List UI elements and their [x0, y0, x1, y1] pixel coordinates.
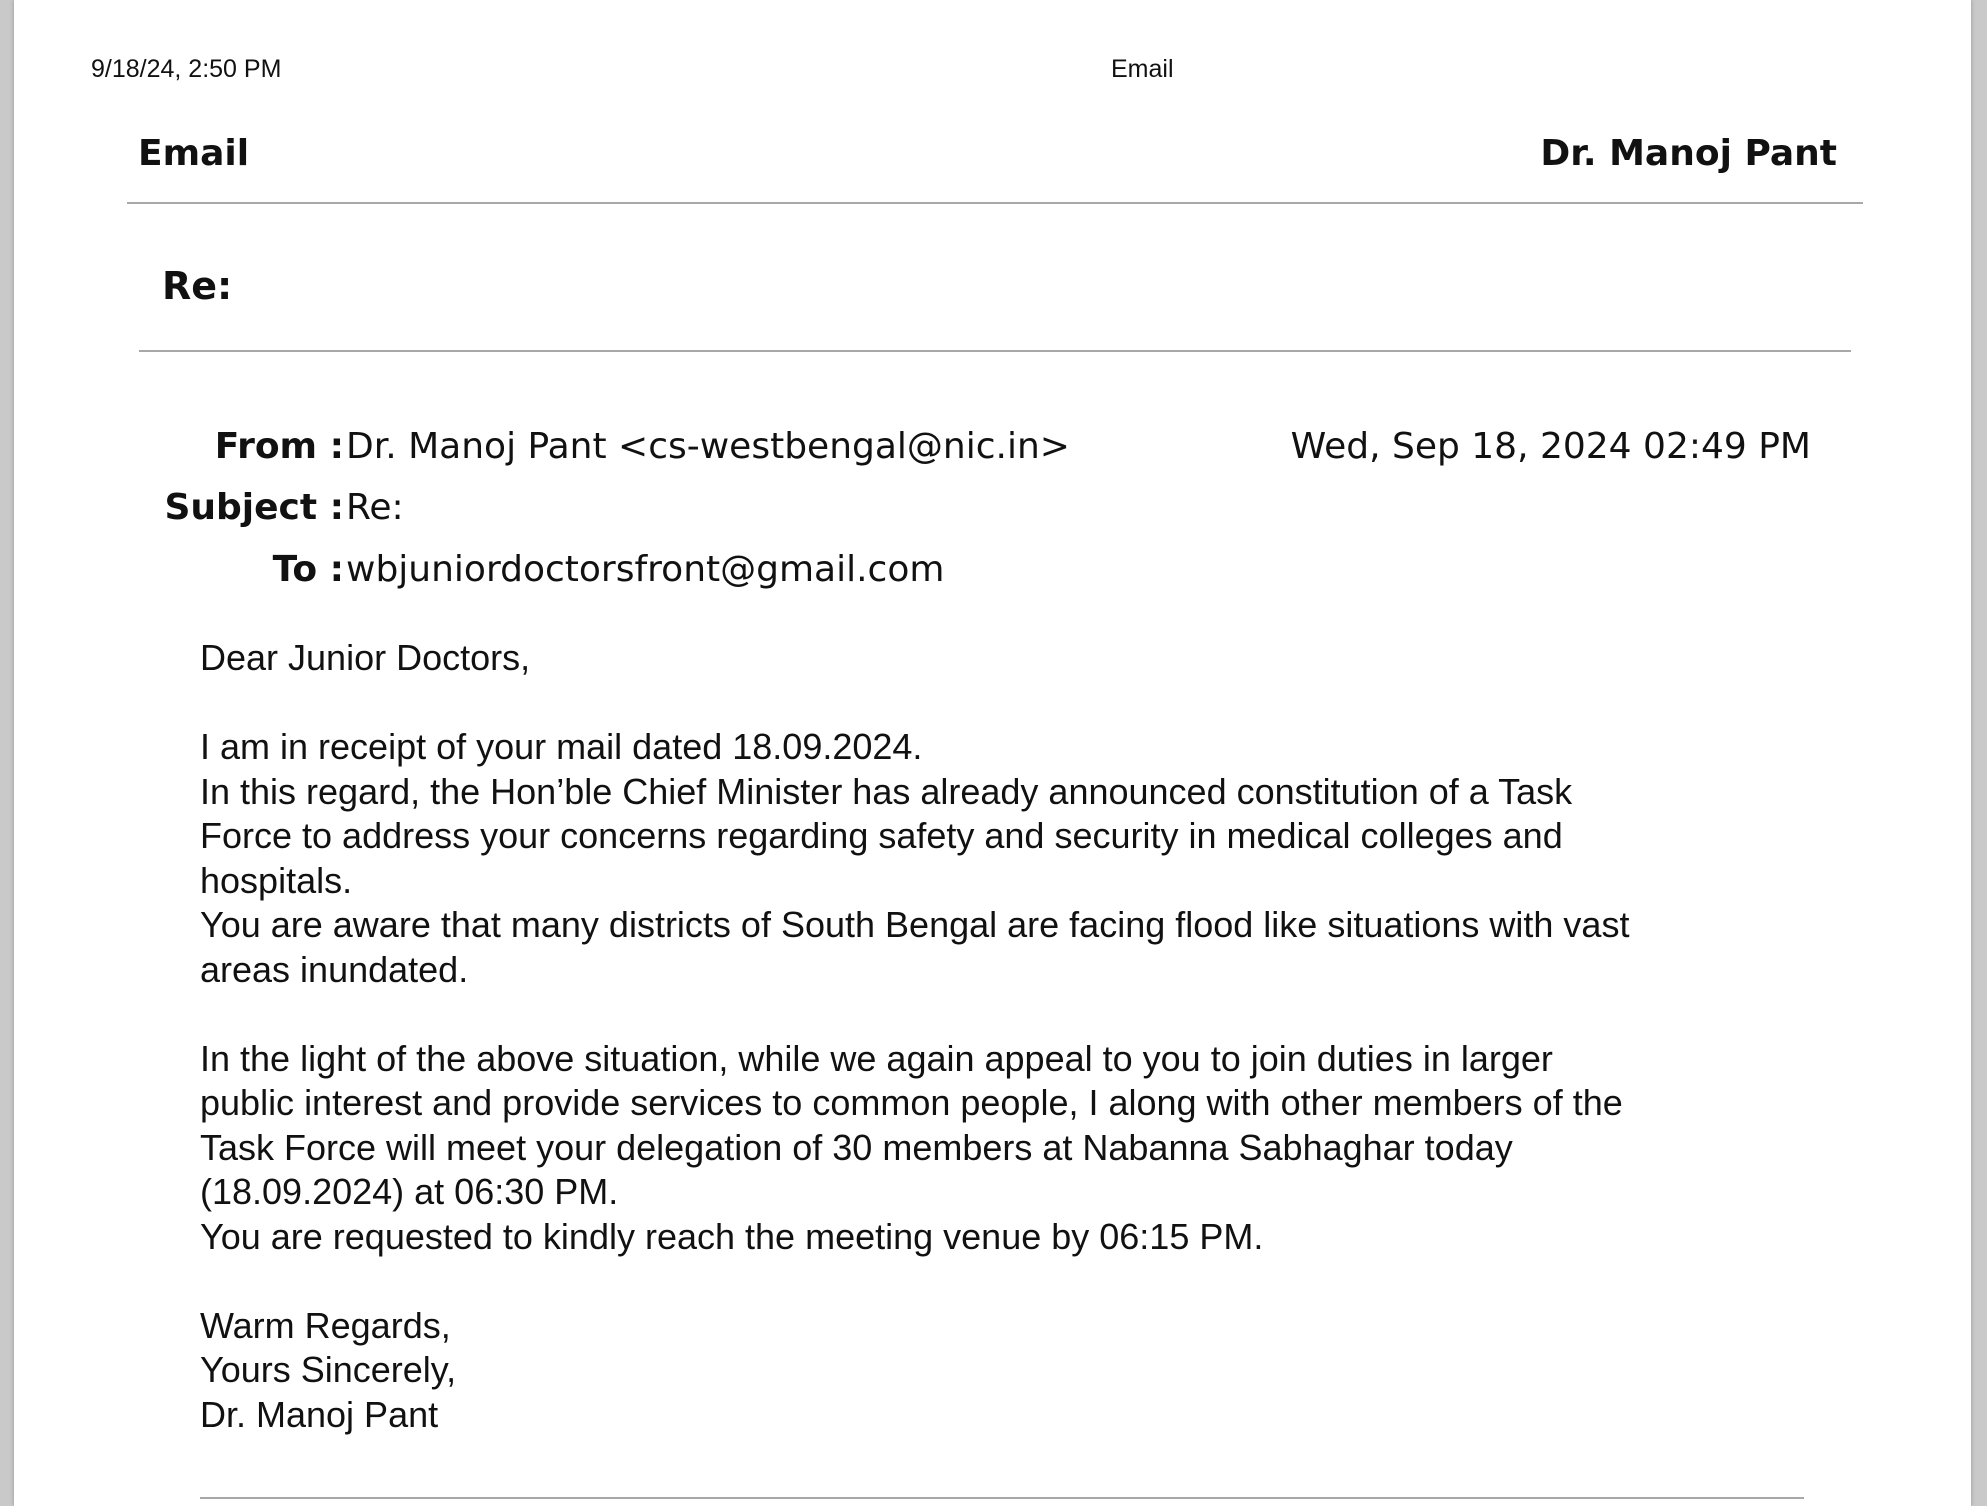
- subject-label: Subject :: [164, 487, 344, 528]
- divider: [127, 202, 1863, 204]
- body-line: (18.09.2024) at 06:30 PM.: [200, 1171, 619, 1212]
- body-line: public interest and provide services to common people, I along with other members of the: [200, 1082, 1623, 1123]
- greeting: Dear Junior Doctors,: [200, 637, 531, 678]
- body-line: In the light of the above situation, while we again appeal to you to join duties in larger: [200, 1037, 1553, 1079]
- blank-line: [200, 1259, 1830, 1304]
- body-line: You are aware that many districts of South Bengal are facing flood like situations with vast: [200, 904, 1630, 945]
- body-line: Task Force will meet your delegation of 30 members at Nabanna Sabhaghar today: [200, 1126, 1513, 1168]
- body-line: Force to address your concerns regarding safety and security in medical colleges and: [200, 815, 1563, 856]
- subject-heading: Re:: [162, 264, 233, 308]
- email-body: [200, 636, 1830, 1437]
- closing-line: Yours Sincerely,: [200, 1349, 457, 1390]
- from-label: From :: [214, 426, 344, 467]
- email-label: Email: [138, 133, 250, 174]
- closing-line: Warm Regards,: [200, 1304, 451, 1346]
- divider: [200, 1497, 1804, 1499]
- sent-date: Wed, Sep 18, 2024 02:49 PM: [1290, 426, 1811, 467]
- blank-line: [200, 681, 1830, 726]
- body-line: You are requested to kindly reach the meeting venue by 06:15 PM.: [200, 1215, 1264, 1257]
- from-value: Dr. Manoj Pant <cs-westbengal@nic.in>: [346, 426, 1070, 467]
- divider: [139, 350, 1851, 352]
- printed-email-page: [14, 0, 1971, 1506]
- to-value: wbjuniordoctorsfront@gmail.com: [346, 549, 945, 590]
- print-title: Email: [1111, 55, 1174, 83]
- blank-line: [200, 992, 1830, 1037]
- body-line: areas inundated.: [200, 948, 469, 990]
- header-sender-name: Dr. Manoj Pant: [1540, 133, 1837, 174]
- body-line: hospitals.: [200, 859, 353, 901]
- body-line: I am in receipt of your mail dated 18.09.2024.: [200, 726, 923, 767]
- print-datetime: 9/18/24, 2:50 PM: [91, 55, 282, 83]
- subject-value: Re:: [346, 487, 404, 528]
- signature: Dr. Manoj Pant: [200, 1393, 439, 1435]
- to-label: To :: [272, 549, 344, 590]
- body-line: In this regard, the Hon’ble Chief Minister has already announced constitution of a Task: [200, 770, 1573, 812]
